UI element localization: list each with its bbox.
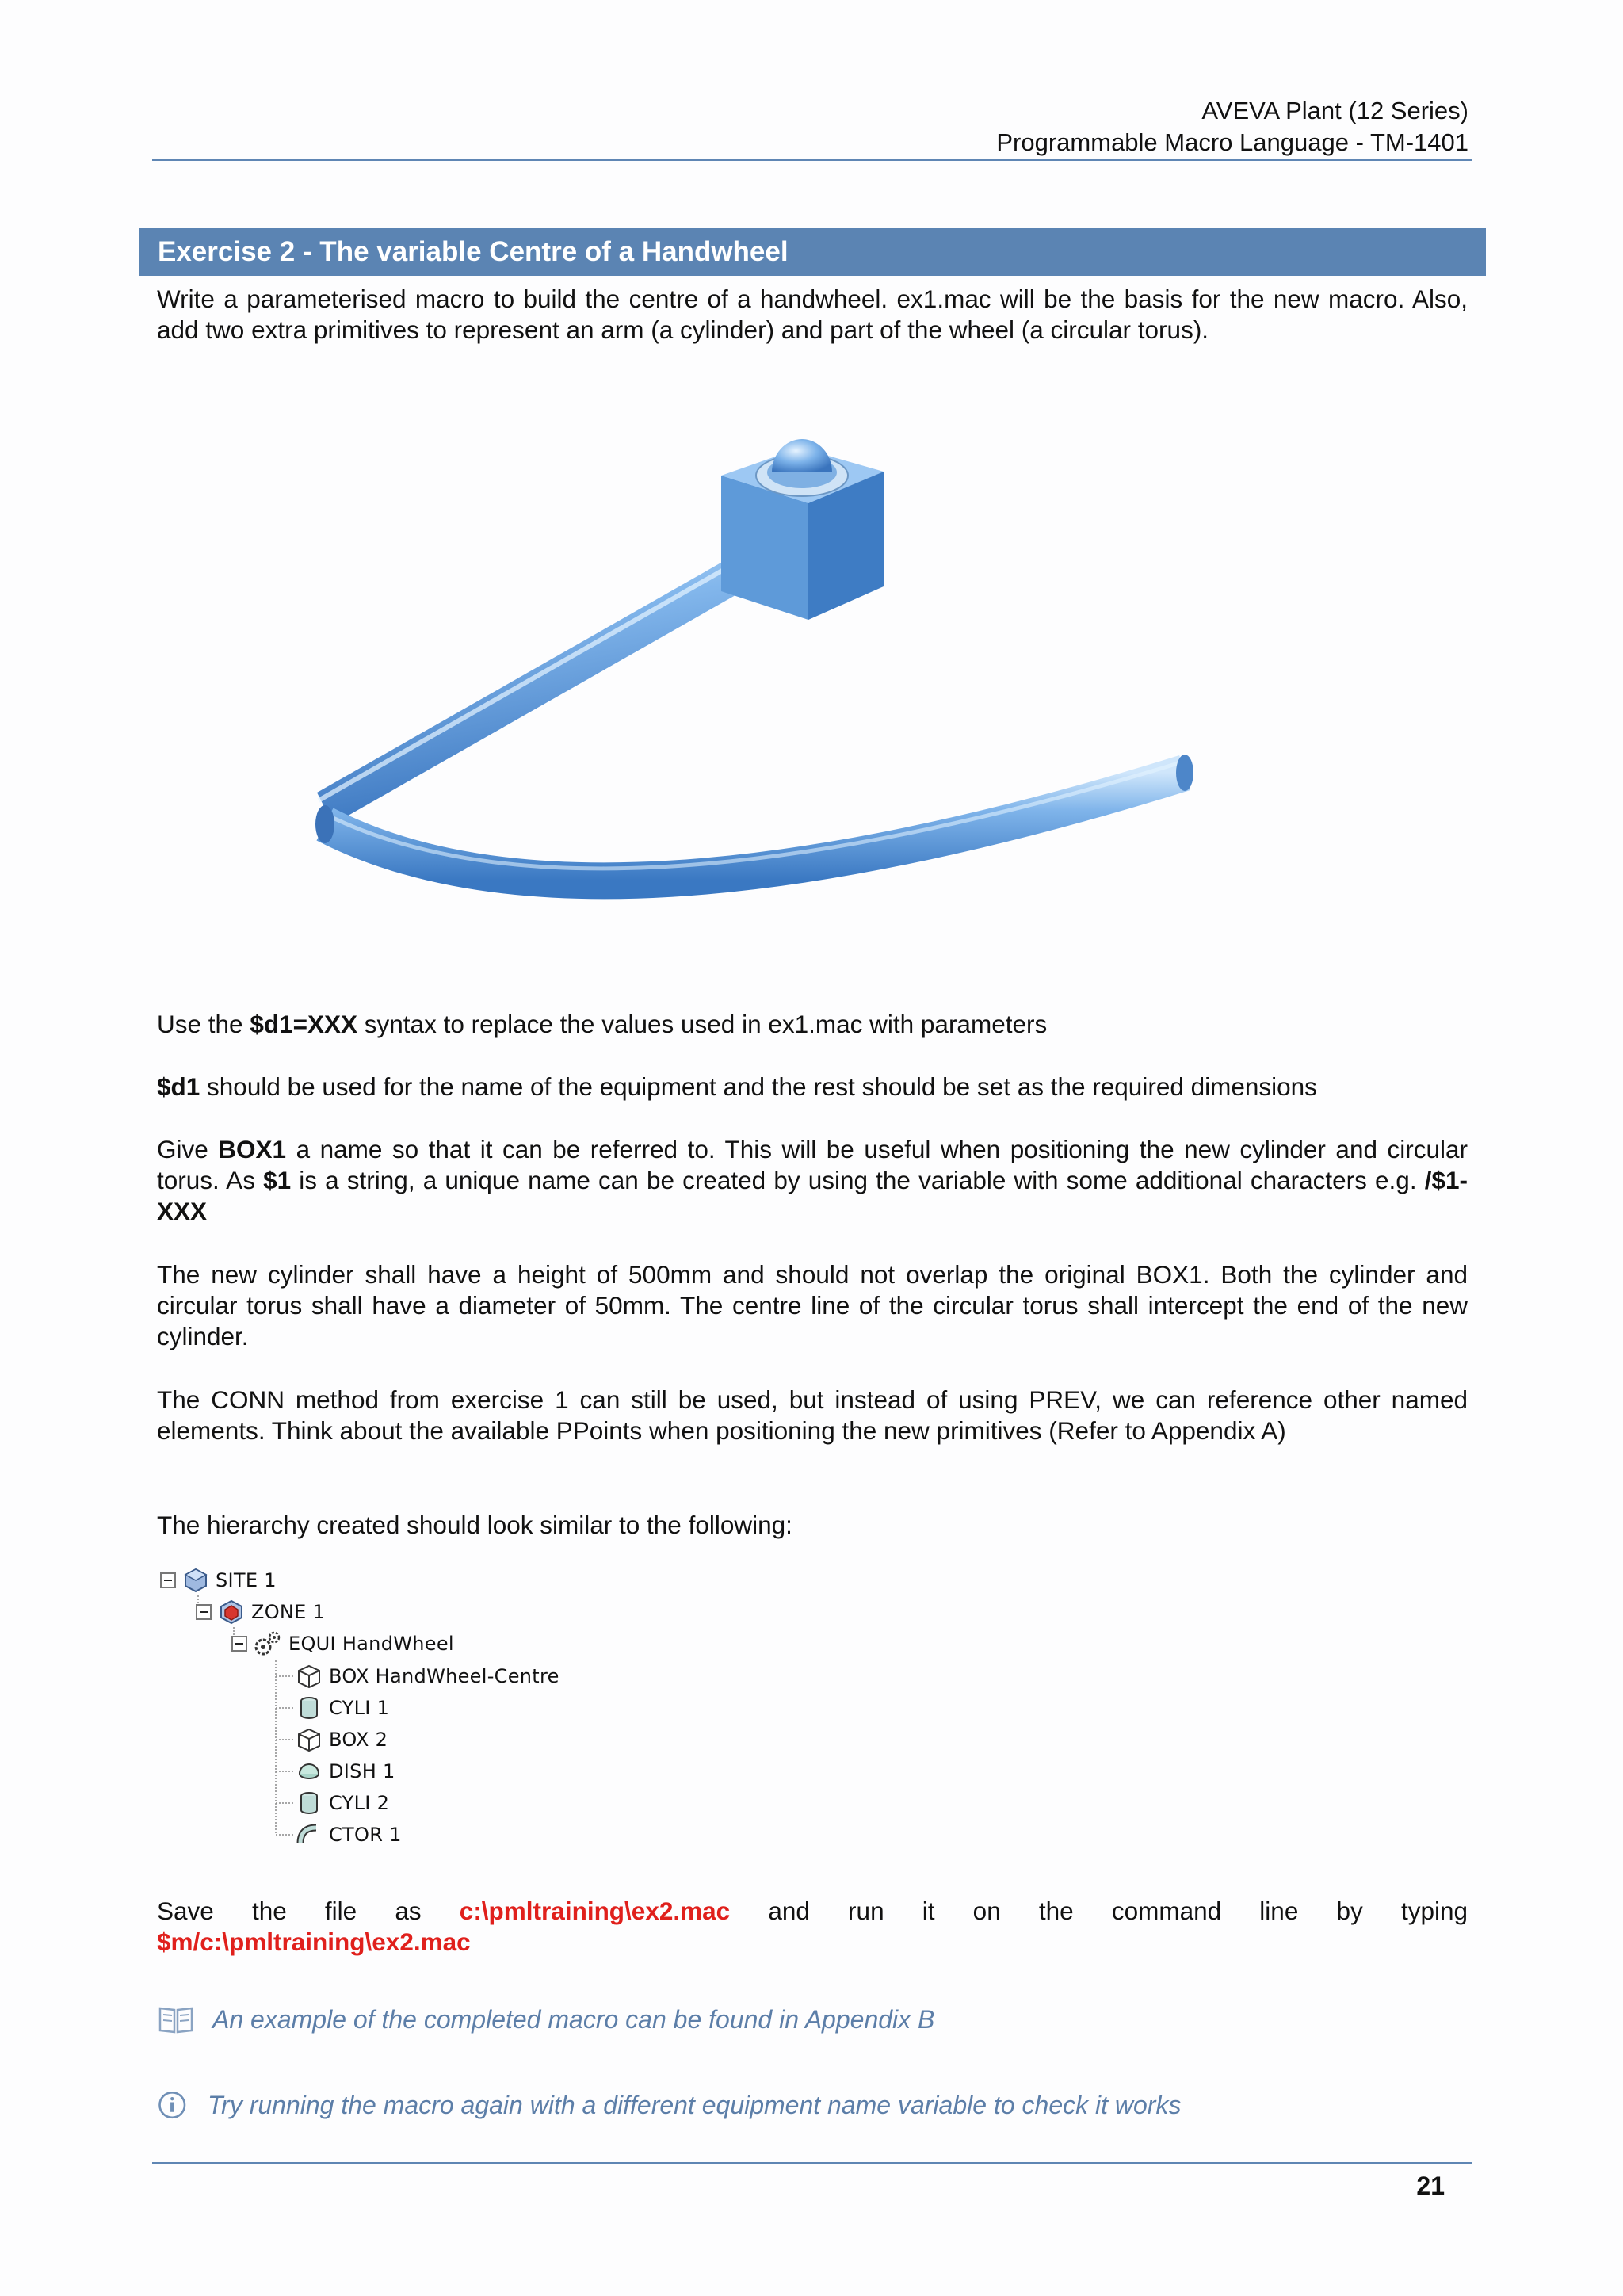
tree-label: EQUI HandWheel — [288, 1633, 454, 1655]
tree-node-site[interactable] — [158, 1565, 277, 1595]
info-icon — [157, 2088, 190, 2122]
page-number: 21 — [1416, 2172, 1445, 2200]
d1-term: $d1 — [157, 1072, 200, 1101]
note-tip — [157, 2088, 1181, 2122]
header-course: Programmable Macro Language - TM-1401 — [996, 128, 1468, 156]
dish-icon — [296, 1758, 323, 1785]
tree-node-ctor1[interactable] — [296, 1820, 402, 1850]
tree-label: SITE 1 — [216, 1569, 277, 1591]
tree-node-cyli2[interactable] — [296, 1788, 389, 1818]
hierarchy-tree — [155, 1565, 630, 1866]
book-icon — [157, 2002, 195, 2037]
save-line-1: Save the file as c:\pmltraining\ex2.mac and run it on the command line by typing — [157, 1897, 1468, 1925]
dish-primitive — [772, 439, 832, 472]
tree-node-box-centre[interactable] — [296, 1661, 559, 1691]
handwheel-illustration — [301, 412, 1323, 951]
tree-label: BOX HandWheel-Centre — [329, 1665, 559, 1687]
tree-node-box2[interactable] — [296, 1725, 388, 1755]
tree-label: BOX 2 — [329, 1729, 388, 1751]
tree-node-dish1[interactable] — [296, 1756, 395, 1786]
header-product: AVEVA Plant (12 Series) — [1201, 97, 1468, 124]
paragraph-hierarchy: The hierarchy created should look similar to the following: — [157, 1511, 792, 1539]
paragraph-box1: Give BOX1 a name so that it can be referred to. This will be useful when positioning the new cylinder and circular torus. As $1 is a string, a unique name can be created by using the variable with some additional characters e.g. /$1-XXX — [157, 1135, 1468, 1225]
run-command: $m/c:\pmltraining\ex2.mac — [157, 1927, 471, 1956]
cylinder-icon — [296, 1790, 323, 1817]
paragraph-syntax: Use the $d1=XXX syntax to replace the values used in ex1.mac with parameters — [157, 1010, 1048, 1038]
box-icon — [296, 1663, 323, 1690]
syntax-term: $d1=XXX — [250, 1010, 358, 1038]
exercise-intro: Write a parameterised macro to build the centre of a handwheel. ex1.mac will be the basis for the new macro. Also, add two extra primitives to represent an arm (a cylinder) and part of the wheel (a circular torus). — [157, 285, 1468, 344]
tree-label: CYLI 1 — [329, 1697, 390, 1719]
wheel-torus — [325, 773, 1185, 881]
zone-icon — [218, 1599, 245, 1626]
header-divider — [152, 159, 1472, 161]
tree-label: CTOR 1 — [329, 1824, 402, 1846]
tree-label: DISH 1 — [329, 1760, 395, 1782]
cylinder-icon — [296, 1694, 323, 1721]
paragraph-cylinder: The new cylinder shall have a height of 500mm and should not overlap the original BOX1. Both the cylinder and circular torus shall have a diameter of 50mm. The centre line of the circular torus shall intercept the end of the new cylinder. — [157, 1260, 1468, 1350]
site-icon — [182, 1567, 209, 1594]
torus-icon — [296, 1821, 323, 1848]
note-appendix-text: An example of the completed macro can be found in Appendix B — [212, 2004, 935, 2034]
box-icon — [296, 1726, 323, 1753]
save-path: c:\pmltraining\ex2.mac — [459, 1897, 731, 1925]
tree-node-zone[interactable] — [194, 1597, 325, 1627]
page-header — [996, 95, 1468, 159]
tree-label: ZONE 1 — [251, 1601, 326, 1623]
tree-label: CYLI 2 — [329, 1792, 390, 1814]
exercise-title: Exercise 2 - The variable Centre of a Handwheel — [139, 228, 1486, 276]
paragraph-d1: $d1 should be used for the name of the equipment and the rest should be set as the required dimensions — [157, 1072, 1317, 1101]
footer-divider — [152, 2162, 1472, 2164]
save-line-2 — [157, 1927, 1468, 1958]
equipment-icon — [252, 1629, 282, 1658]
collapse-icon[interactable] — [194, 1603, 213, 1622]
collapse-icon[interactable] — [230, 1634, 249, 1653]
tree-node-cyli1[interactable] — [296, 1693, 389, 1723]
paragraph-conn: The CONN method from exercise 1 can still be used, but instead of using PREV, we can reference other named elements. Think about the available PPoints when positioning the new primitives (Refer to Appendix A) — [157, 1385, 1468, 1445]
tree-node-equi[interactable] — [230, 1629, 454, 1659]
note-tip-text: Try running the macro again with a different equipment name variable to check it works — [208, 2090, 1182, 2119]
note-appendix — [157, 2002, 934, 2037]
collapse-icon[interactable] — [158, 1571, 178, 1590]
